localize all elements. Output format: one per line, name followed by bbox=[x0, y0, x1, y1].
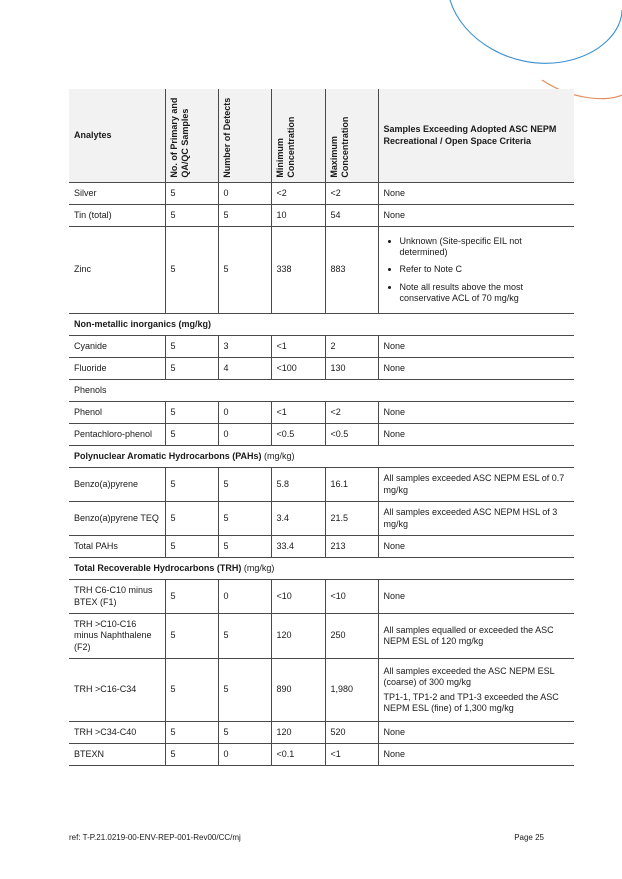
header-exceed: Samples Exceeding Adopted ASC NEPM Recreational / Open Space Criteria bbox=[378, 89, 574, 183]
table-row: Tin (total) 5 5 10 54 None bbox=[69, 205, 574, 227]
table-row: Zinc 5 5 338 883 • Unknown (Site-specific EIL not determined) • Refer to Note C • Note all results above the most conservative ACL of 70 mg/kg bbox=[69, 227, 574, 314]
table-row: Pentachloro-phenol 5 0 <0.5 <0.5 None bbox=[69, 424, 574, 446]
list-item: • Note all results above the most conservative ACL of 70 mg/kg bbox=[400, 282, 570, 305]
page-number: Page 25 bbox=[514, 833, 544, 842]
table-row: TRH >C10-C16 minus Naphthalene (F2) 5 5 120 250 All samples equalled or exceeded the ASC NEPM ESL of 120 mg/kg bbox=[69, 614, 574, 659]
header-detects: Number of Detects bbox=[221, 97, 232, 178]
table-row: Benzo(a)pyrene 5 5 5.8 16.1 All samples exceeded ASC NEPM ESL of 0.7 mg/kg bbox=[69, 468, 574, 502]
table-row: TRH >C16-C34 5 5 890 1,980 All samples exceeded the ASC NEPM ESL (coarse) of 300 mg/kg TP1-1, TP1-2 and TP1-3 exceeded the ASC NEPM ESL (fine) of 1,300 mg/kg bbox=[69, 659, 574, 722]
header-min: Minimum Concentration bbox=[274, 116, 296, 178]
page-footer bbox=[69, 833, 544, 842]
list-item: • Refer to Note C bbox=[400, 264, 570, 275]
section-row: Total Recoverable Hydrocarbons (TRH) (mg/kg) bbox=[69, 558, 574, 580]
analytes-table bbox=[69, 89, 574, 766]
table-row: BTEXN 5 0 <0.1 <1 None bbox=[69, 744, 574, 766]
section-row: Non-metallic inorganics (mg/kg) bbox=[69, 314, 574, 336]
table-row: Benzo(a)pyrene TEQ 5 5 3.4 21.5 All samples exceeded ASC NEPM HSL of 3 mg/kg bbox=[69, 502, 574, 536]
table-row: TRH C6-C10 minus BTEX (F1) 5 0 <10 <10 None bbox=[69, 580, 574, 614]
table-header bbox=[69, 89, 574, 183]
header-samples: No. of Primary and QA/QC Samples bbox=[168, 97, 190, 178]
header-analytes: Analytes bbox=[69, 89, 165, 183]
table-row: Silver 5 0 <2 <2 None bbox=[69, 183, 574, 205]
header-max: Maximum Concentration bbox=[328, 116, 350, 178]
table-row: Cyanide 5 3 <1 2 None bbox=[69, 336, 574, 358]
section-row: Phenols bbox=[69, 380, 574, 402]
table-row: Phenol 5 0 <1 <2 None bbox=[69, 402, 574, 424]
table-row: Fluoride 5 4 <100 130 None bbox=[69, 358, 574, 380]
list-item: • Unknown (Site-specific EIL not determined) bbox=[400, 236, 570, 259]
document-reference: ref: T-P.21.0219-00-ENV-REP-001-Rev00/CC/mj bbox=[69, 833, 241, 842]
table-row: Total PAHs 5 5 33.4 213 None bbox=[69, 536, 574, 558]
section-row: Polynuclear Aromatic Hydrocarbons (PAHs) (mg/kg) bbox=[69, 446, 574, 468]
table-row: TRH >C34-C40 5 5 120 520 None bbox=[69, 722, 574, 744]
bullet-list bbox=[384, 236, 570, 304]
